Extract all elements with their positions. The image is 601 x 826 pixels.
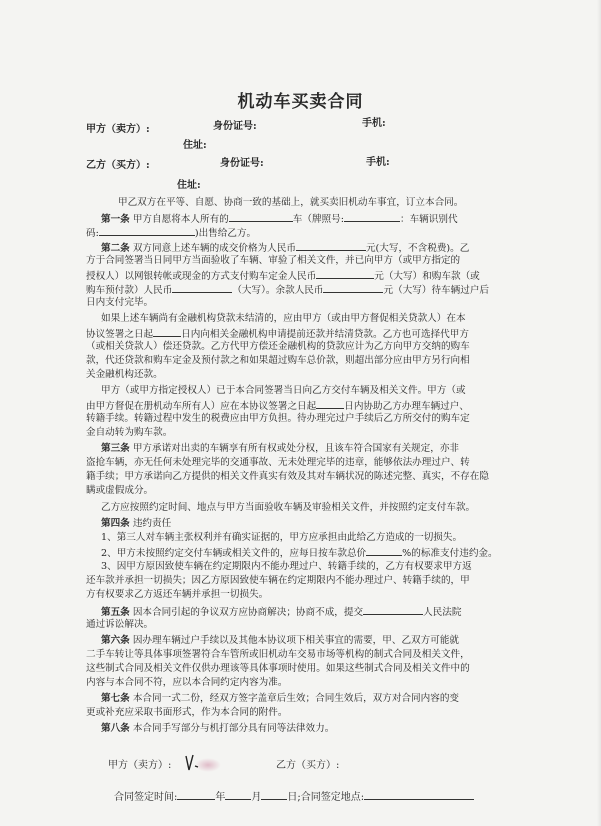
loan-paragraph: （或相关贷款人）偿还贷款。乙方代甲方偿还金融机构的贷款应计为乙方向甲方交纳的购车 — [86, 341, 470, 352]
year-label: 年 — [215, 792, 226, 803]
party-b-phone-label: 手机: — [366, 157, 390, 168]
party-b-address-label: 住址: — [177, 180, 201, 191]
article-8-text: 本合同手写部分与机打部分具有同等法律效力。 — [132, 723, 335, 734]
article-3-text: 瞒或虚假成分。 — [86, 485, 154, 496]
article-8-label: 第八条 — [101, 723, 130, 734]
article-3-text: 盗抢车辆，亦无任何未处理完毕的交通事故、无未处理完毕的违章，能够依法办理过户、转 — [86, 457, 470, 468]
transfer-paragraph: 转籍手续。转籍过程中发生的税费应由甲方负担。待办理完过户手续后乙方所交付的购车定 — [86, 413, 470, 424]
article-7-label: 第七条 — [101, 693, 130, 704]
blank-line — [344, 212, 400, 222]
transfer-paragraph: 金自动转为购车款。 — [86, 427, 173, 438]
document-title: 机动车买卖合同 — [237, 92, 364, 112]
article-6-text: 二手车转让等具体事项签署符合车管所或旧机动车交易市场等机构的制式合同及相关文件， — [86, 649, 470, 660]
article-1-label: 第一条 — [101, 214, 130, 225]
loan-paragraph: 如果上述车辆尚有金融机构贷款未结清的，应由甲方（或由甲方督促相关贷款人）在本 — [101, 313, 466, 324]
article-4-item: 还车款并承担一切损失；因乙方原因致使车辆在约定期限内不能办理过户、转籍手续的，甲 — [86, 575, 470, 586]
article-3-text: 籍手续；甲方承诺向乙方提供的相关文件真实有效及其对车辆状况的陈述完整、真实，不存在隐 — [86, 471, 489, 482]
article-2-label: 第二条 — [101, 243, 130, 254]
article-2-text: （大写）。余款人民币 — [232, 285, 324, 296]
blank-line — [99, 226, 195, 236]
article-4-heading: 违约责任 — [132, 518, 172, 529]
article-7-text: 更或补充应采取书面形式，作为本合同的附件。 — [86, 707, 288, 718]
blank-line — [261, 790, 287, 800]
article-1-text: )出售给乙方。 — [194, 228, 257, 239]
transfer-paragraph: 由甲方督促在册机动车所有人）应在本协议签署之日起 — [86, 401, 317, 412]
article-1-text: 码: — [86, 228, 99, 239]
blank-line — [363, 605, 423, 615]
article-6-text: 因办理车辆过户手续以及其他本协议项下相关事宜的需要，甲、乙双方可能就 — [132, 635, 460, 646]
blank-line — [316, 399, 344, 409]
article-2-text: 日内支付完毕。 — [86, 297, 154, 308]
article-4-item: 2、甲方未按照约定交付车辆或相关文件的，应每日按车款总价 — [101, 548, 367, 559]
party-b-label: 乙方（买方）: — [86, 160, 150, 171]
sign-date-label: 合同签定时间: — [114, 792, 178, 803]
article-5-text: 因本合同引起的争议双方应协商解决；协商不成，提交 — [132, 607, 364, 618]
article-2-text: 方于合同签署当日同甲方当面验收了车辆、审验了相关文件，并已向甲方（或甲方指定的 — [86, 255, 461, 266]
party-a-address-label: 住址: — [183, 140, 207, 151]
article-5-label: 第五条 — [101, 607, 130, 618]
article-5-text: 人民法院 — [423, 607, 462, 618]
loan-paragraph: 协议签署之日起 — [86, 329, 154, 340]
article-1-text: ：车辆识别代 — [399, 214, 458, 225]
article-2-text: 双方同意上述车辆的成交价格为人民币 — [132, 243, 296, 254]
loan-paragraph: 关金融机构还款。 — [86, 369, 163, 380]
article-3-text: 乙方应按照约定时间、地点与甲方当面验收车辆及审验相关文件，并按照约定支付车款。 — [101, 502, 476, 513]
party-b-id-label: 身份证号: — [220, 158, 264, 169]
signature-party-b-label: 乙方（买方）: — [276, 760, 340, 771]
article-3-label: 第三条 — [101, 443, 130, 454]
loan-paragraph: 款，代还贷款和购车定金及预付款之和如果超过购车总价款，则超出部分应由甲方另行向相 — [86, 355, 470, 366]
sign-place-label: 合同签定地点: — [300, 792, 365, 803]
blank-line — [177, 790, 215, 800]
article-1-text: 车（牌照号: — [292, 214, 344, 225]
article-6-text: 内容与本合同不符，应以本合同约定内容为准。 — [86, 677, 288, 688]
article-1-text: 甲方自愿将本人所有的 — [132, 214, 229, 225]
blank-line — [172, 283, 232, 293]
article-6-text: 这些制式合同及相关文件仅供办理该等具体事项时使用。如果这些制式合同及相关文件中的 — [86, 663, 470, 674]
blank-line — [316, 269, 374, 279]
article-4-item: %的标准支付违约金。 — [402, 548, 498, 559]
article-2-text: 授权人）以网银转帐或现金的方式支付购车定金人民币 — [86, 271, 317, 282]
signature-party-a-label: 甲方（卖方）: — [108, 760, 172, 771]
article-7-text: 本合同一式二份，经双方签字盖章后生效；合同生效后，双方对合同内容的变 — [132, 693, 460, 704]
article-4-item: 方有权要求乙方返还车辆并承担一切损失。 — [86, 589, 269, 600]
transfer-paragraph: 甲方（或甲方指定授权人）已于本合同签署当日向乙方交付车辆及相关文件。甲方（或 — [101, 385, 466, 396]
loan-paragraph: 日内向相关金融机构申请提前还款并结清贷款。乙方也可选择代甲方 — [181, 329, 469, 340]
party-a-label: 甲方（卖方）: — [86, 124, 150, 135]
article-2-text: 购车预付款）人民币 — [86, 285, 173, 296]
blank-line — [153, 327, 181, 337]
article-3-text: 甲方承诺对出卖的车辆享有所有权或处分权，且该车符合国家有关规定，亦非 — [132, 443, 460, 454]
blank-line — [366, 546, 402, 556]
handwritten-signature — [182, 752, 222, 774]
blank-line — [364, 790, 474, 800]
article-4-label: 第四条 — [101, 518, 130, 529]
party-a-phone-label: 手机: — [362, 118, 386, 129]
article-5-text: 通过诉讼解决。 — [86, 619, 154, 630]
article-6-label: 第六条 — [101, 635, 130, 646]
transfer-paragraph: 日内协助乙方办理车辆过户、 — [344, 401, 469, 412]
intro-text: 甲乙双方在平等、自愿、协商一致的基础上，就买卖旧机动车事宜，订立本合同。 — [118, 197, 464, 208]
blank-line — [225, 790, 251, 800]
blank-line — [229, 212, 293, 222]
blank-line — [323, 283, 383, 293]
day-label: 日; — [287, 792, 301, 803]
article-4-item: 3、因甲方原因致使车辆在约定期限内不能办理过户、转籍手续的，乙方有权要求甲方返 — [101, 561, 472, 572]
blank-line — [296, 241, 366, 251]
article-2-text: 元（大写）和购车款（或 — [374, 271, 480, 282]
page-edge-shadow — [597, 0, 601, 826]
article-4-item: 1、第三人对车辆主张权利并有确实证据的，甲方应承担由此给乙方造成的一切损失。 — [101, 532, 463, 543]
month-label: 月 — [251, 792, 262, 803]
article-2-text: 元（大写）待车辆过户后 — [383, 285, 490, 296]
article-2-text: 元(大写，不含税费)。乙 — [365, 243, 470, 254]
party-a-id-label: 身份证号: — [213, 121, 257, 132]
